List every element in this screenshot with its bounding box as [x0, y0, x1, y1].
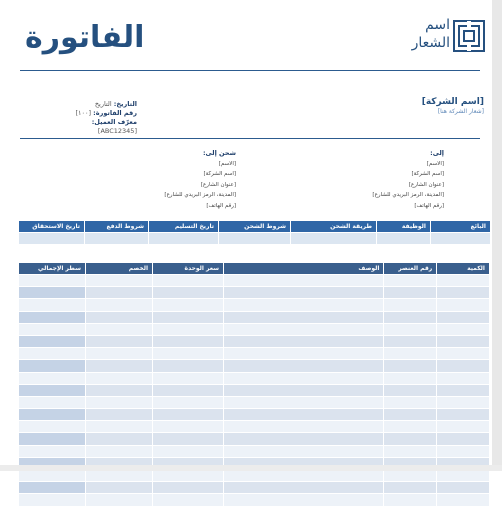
- item-cell[interactable]: [224, 348, 384, 360]
- item-cell[interactable]: [86, 396, 153, 408]
- item-cell[interactable]: [224, 409, 384, 421]
- item-cell[interactable]: [86, 275, 153, 287]
- item-cell[interactable]: [224, 494, 384, 506]
- item-cell[interactable]: [153, 335, 224, 347]
- item-cell[interactable]: [86, 299, 153, 311]
- item-cell[interactable]: [153, 372, 224, 384]
- item-cell[interactable]: [384, 470, 437, 482]
- item-cell[interactable]: [153, 482, 224, 494]
- item-cell[interactable]: [224, 275, 384, 287]
- item-cell[interactable]: [384, 323, 437, 335]
- item-row: [19, 433, 490, 445]
- item-row: [19, 287, 490, 299]
- item-cell[interactable]: [384, 445, 437, 457]
- item-cell[interactable]: [224, 335, 384, 347]
- item-cell[interactable]: [153, 360, 224, 372]
- bill-to-line: [المدينة، الرمز البريدي للشارع]: [372, 192, 444, 198]
- item-cell[interactable]: [153, 445, 224, 457]
- item-cell[interactable]: [437, 470, 490, 482]
- item-cell[interactable]: [153, 494, 224, 506]
- item-cell[interactable]: [153, 396, 224, 408]
- cell[interactable]: [219, 233, 291, 245]
- item-cell[interactable]: [86, 433, 153, 445]
- line-total-cell[interactable]: [19, 445, 86, 457]
- item-cell[interactable]: [153, 433, 224, 445]
- date-value: التاريخ: [94, 100, 112, 108]
- item-row: [19, 482, 490, 494]
- item-cell[interactable]: [224, 360, 384, 372]
- item-cell[interactable]: [384, 494, 437, 506]
- col-quantity: الكمية: [437, 263, 490, 275]
- col-item-number: رقم العنصر: [384, 263, 437, 275]
- item-cell[interactable]: [153, 323, 224, 335]
- item-cell[interactable]: [86, 421, 153, 433]
- item-cell[interactable]: [437, 409, 490, 421]
- item-row: [19, 311, 490, 323]
- item-row: [19, 360, 490, 372]
- item-cell[interactable]: [86, 360, 153, 372]
- item-cell[interactable]: [384, 409, 437, 421]
- item-cell[interactable]: [86, 287, 153, 299]
- line-total-cell[interactable]: [19, 335, 86, 347]
- bill-to-line: [اسم الشركة]: [411, 171, 444, 177]
- logo-icon: [453, 20, 485, 52]
- line-total-cell[interactable]: [19, 409, 86, 421]
- line-total-cell[interactable]: [19, 287, 86, 299]
- item-cell[interactable]: [384, 433, 437, 445]
- ship-to-line: [المدينة، الرمز البريدي للشارع]: [164, 192, 236, 198]
- col-shipping-method: طريقة الشحن: [291, 221, 377, 233]
- cell[interactable]: [377, 233, 431, 245]
- col-due-date: تاريخ الاستحقاق: [19, 221, 85, 233]
- item-cell[interactable]: [86, 372, 153, 384]
- line-total-cell[interactable]: [19, 433, 86, 445]
- col-unit-price: سعر الوحدة: [153, 263, 224, 275]
- item-row: [19, 372, 490, 384]
- shipping-header-row: [19, 221, 491, 233]
- item-cell[interactable]: [224, 421, 384, 433]
- col-discount: الخصم: [86, 263, 153, 275]
- item-cell[interactable]: [86, 470, 153, 482]
- cell[interactable]: [85, 233, 149, 245]
- date-label: التاريخ:: [113, 100, 137, 108]
- item-cell[interactable]: [384, 482, 437, 494]
- item-cell[interactable]: [224, 372, 384, 384]
- item-cell[interactable]: [437, 287, 490, 299]
- ship-to-line: [اسم الشركة]: [203, 171, 236, 177]
- item-cell[interactable]: [224, 482, 384, 494]
- item-cell[interactable]: [86, 482, 153, 494]
- item-cell[interactable]: [384, 384, 437, 396]
- item-row: [19, 348, 490, 360]
- item-row: [19, 445, 490, 457]
- invoice-meta: [55, 100, 137, 136]
- item-cell[interactable]: [437, 482, 490, 494]
- item-cell[interactable]: [86, 445, 153, 457]
- invoice-number-label: رقم الفاتورة:: [93, 109, 137, 117]
- item-cell[interactable]: [384, 360, 437, 372]
- item-cell[interactable]: [437, 396, 490, 408]
- item-cell[interactable]: [384, 287, 437, 299]
- col-line-total: سطر الإجمالي: [19, 263, 86, 275]
- ship-to-block: [86, 148, 236, 211]
- item-cell[interactable]: [437, 384, 490, 396]
- items-header-row: [19, 263, 490, 275]
- col-job: الوظيفة: [377, 221, 431, 233]
- item-cell[interactable]: [153, 287, 224, 299]
- line-total-cell[interactable]: [19, 470, 86, 482]
- item-cell[interactable]: [224, 323, 384, 335]
- page-bottom-shadow: [0, 465, 502, 471]
- line-total-cell[interactable]: [19, 311, 86, 323]
- item-cell[interactable]: [153, 275, 224, 287]
- item-cell[interactable]: [384, 275, 437, 287]
- line-total-cell[interactable]: [19, 384, 86, 396]
- cell[interactable]: [149, 233, 219, 245]
- item-cell[interactable]: [224, 445, 384, 457]
- cell[interactable]: [19, 233, 85, 245]
- item-cell[interactable]: [224, 311, 384, 323]
- shipping-table: [18, 220, 491, 245]
- item-cell[interactable]: [86, 348, 153, 360]
- item-cell[interactable]: [437, 445, 490, 457]
- item-cell[interactable]: [224, 287, 384, 299]
- ship-to-line: [الاسم]: [218, 160, 236, 167]
- item-row: [19, 275, 490, 287]
- item-cell[interactable]: [384, 299, 437, 311]
- item-cell[interactable]: [384, 372, 437, 384]
- ship-to-line: [رقم الهاتف]: [206, 202, 236, 209]
- item-cell[interactable]: [153, 299, 224, 311]
- item-cell[interactable]: [437, 335, 490, 347]
- item-cell[interactable]: [224, 396, 384, 408]
- line-total-cell[interactable]: [19, 323, 86, 335]
- item-cell[interactable]: [86, 409, 153, 421]
- item-row: [19, 384, 490, 396]
- item-cell[interactable]: [384, 421, 437, 433]
- line-total-cell[interactable]: [19, 482, 86, 494]
- item-cell[interactable]: [86, 335, 153, 347]
- bill-to-line: [عنوان الشارع]: [408, 181, 444, 188]
- bill-to-heading: إلى:: [430, 149, 444, 157]
- line-total-cell[interactable]: [19, 396, 86, 408]
- item-cell[interactable]: [437, 372, 490, 384]
- item-cell[interactable]: [86, 311, 153, 323]
- section-rule: [20, 138, 480, 139]
- item-row: [19, 421, 490, 433]
- item-cell[interactable]: [153, 348, 224, 360]
- company-name: [اسم الشركة]: [421, 97, 484, 107]
- col-delivery-date: تاريخ التسليم: [149, 221, 219, 233]
- item-row: [19, 470, 490, 482]
- customer-id-value: [ABC12345]: [97, 127, 137, 135]
- item-cell[interactable]: [437, 311, 490, 323]
- item-cell[interactable]: [153, 470, 224, 482]
- item-row: [19, 323, 490, 335]
- item-row: [19, 494, 490, 506]
- item-cell[interactable]: [153, 384, 224, 396]
- customer-id-label: معرّف العميل:: [91, 118, 137, 126]
- item-cell[interactable]: [224, 299, 384, 311]
- bill-to-block: [294, 148, 444, 211]
- item-row: [19, 409, 490, 421]
- cell[interactable]: [431, 233, 491, 245]
- item-cell[interactable]: [437, 323, 490, 335]
- item-cell[interactable]: [153, 421, 224, 433]
- line-total-cell[interactable]: [19, 299, 86, 311]
- ship-to-heading: شحن إلى:: [202, 149, 236, 157]
- item-cell[interactable]: [437, 433, 490, 445]
- col-payment-terms: شروط الدفع: [85, 221, 149, 233]
- invoice-title: الفاتورة: [25, 20, 145, 55]
- col-seller: البائع: [431, 221, 491, 233]
- item-cell[interactable]: [384, 335, 437, 347]
- ship-to-line: [عنوان الشارع]: [200, 181, 236, 188]
- line-total-cell[interactable]: [19, 421, 86, 433]
- item-cell[interactable]: [437, 360, 490, 372]
- bill-to-line: [الاسم]: [426, 160, 444, 167]
- item-cell[interactable]: [153, 311, 224, 323]
- line-total-cell[interactable]: [19, 372, 86, 384]
- item-cell[interactable]: [437, 494, 490, 506]
- item-cell[interactable]: [153, 409, 224, 421]
- col-description: الوصف: [224, 263, 384, 275]
- item-cell[interactable]: [437, 348, 490, 360]
- item-cell[interactable]: [384, 396, 437, 408]
- item-row: [19, 299, 490, 311]
- item-row: [19, 335, 490, 347]
- company-slogan: [شعار الشركة هنا]: [437, 108, 484, 115]
- line-total-cell[interactable]: [19, 360, 86, 372]
- item-cell[interactable]: [86, 494, 153, 506]
- item-cell[interactable]: [437, 299, 490, 311]
- item-cell[interactable]: [86, 323, 153, 335]
- header-rule: [20, 70, 480, 71]
- cell[interactable]: [291, 233, 377, 245]
- item-cell[interactable]: [224, 433, 384, 445]
- item-cell[interactable]: [224, 470, 384, 482]
- item-cell[interactable]: [384, 348, 437, 360]
- col-shipping-terms: شروط الشحن: [219, 221, 291, 233]
- item-cell[interactable]: [437, 421, 490, 433]
- line-total-cell[interactable]: [19, 494, 86, 506]
- bill-to-line: [رقم الهاتف]: [414, 202, 444, 209]
- item-cell[interactable]: [86, 384, 153, 396]
- item-cell[interactable]: [384, 311, 437, 323]
- page-edge-shadow: [492, 0, 502, 471]
- line-total-cell[interactable]: [19, 275, 86, 287]
- shipping-data-row: [19, 233, 491, 245]
- item-row: [19, 396, 490, 408]
- item-cell[interactable]: [437, 275, 490, 287]
- line-total-cell[interactable]: [19, 348, 86, 360]
- invoice-number-value: [١٠٠]: [75, 109, 92, 117]
- item-cell[interactable]: [224, 384, 384, 396]
- logo-text: اسم الشعار: [411, 17, 450, 51]
